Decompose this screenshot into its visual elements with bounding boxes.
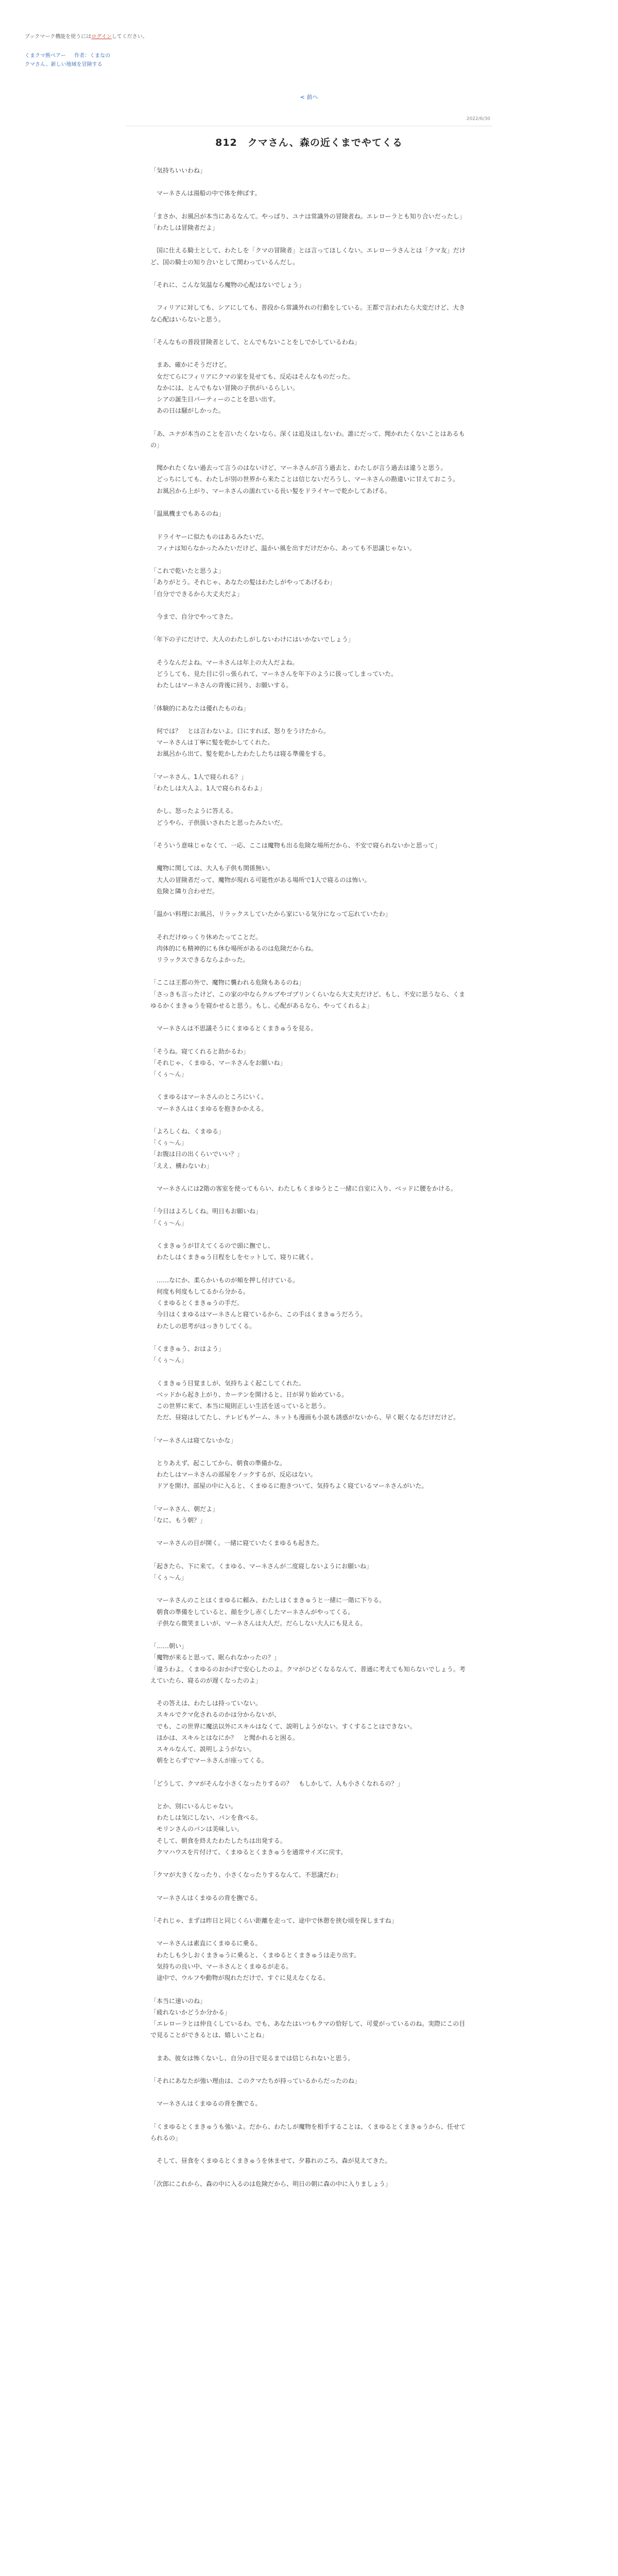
prev-episode-link[interactable]: < 前へ <box>300 94 318 100</box>
novel-paragraph <box>150 828 468 840</box>
novel-paragraph <box>150 233 468 245</box>
novel-paragraph: ドライヤーに似たものはあるみたいだ。 <box>150 533 268 540</box>
novel-paragraph <box>150 416 468 428</box>
novel-paragraph: クマハウスを片付けて、くまゆるとくまきゅうを通常サイズに戻す。 <box>150 1848 347 1856</box>
series-title-link[interactable]: くまクマ熊ベアー <box>25 53 66 59</box>
novel-paragraph: 聞かれたくない過去って言うのはないけど、マーネさんが言う過去と、わたしが言う過去は違うと思う。 <box>150 464 447 472</box>
novel-paragraph <box>150 1366 468 1377</box>
novel-paragraph: 今まで、自分でやってきた。 <box>150 613 237 620</box>
novel-paragraph <box>150 1080 468 1091</box>
novel-paragraph: まあ、彼女は怖くないし、自分の目で見るまでは信じられないと思う。 <box>150 2054 354 2062</box>
novel-paragraph: 「どうして、クマがそんな小さくなったりするの？ もしかして、人も小さくなれるの？」 <box>150 1780 404 1787</box>
novel-paragraph: マーネさんはくまゆるの背を撫でる。 <box>150 1894 262 1902</box>
novel-paragraph: 「本当に速いのね」 <box>150 1997 207 2005</box>
novel-paragraph <box>150 760 468 771</box>
novel-paragraph <box>150 1583 468 1595</box>
novel-paragraph <box>150 1880 468 1892</box>
novel-paragraph: お風呂から出て、髪を乾かしたわたしたちは寝る準備をする。 <box>150 750 330 758</box>
novel-paragraph: 「わたしは大人よ。1人で寝られるわよ」 <box>150 784 266 792</box>
novel-paragraph: 女だてらにフィリアにクマの家を見せても、反応はそんなものだった。 <box>150 372 354 380</box>
novel-paragraph <box>150 1332 468 1343</box>
novel-paragraph: 「くまきゅう、おはよう」 <box>150 1345 225 1352</box>
novel-paragraph: くまきゅう目覚ましが、気持ちよく起こしてくれた。 <box>150 1379 305 1387</box>
novel-paragraph <box>150 2144 468 2155</box>
novel-paragraph: どっちにしても、わたしが別の世界から来たことは信じないだろうし、マーネさんの勘違いに甘えておこう。 <box>150 476 459 483</box>
novel-paragraph: 「なに、もう朝？」 <box>150 1516 207 1524</box>
novel-paragraph: 「違うわよ。くまゆるのおかげで安心したのよ。クマがひどくなるなんて、普通に考えても知らないでしょう。考えていたら、寝るのが遅くなったのよ」 <box>150 1665 466 1684</box>
novel-paragraph: その答えは、わたしは持っていない。 <box>150 1700 262 1707</box>
novel-paragraph: この世界に来て、本当に規則正しい生活を送っていると思う。 <box>150 1402 330 1410</box>
novel-paragraph: くまゆるとくまきゅうの手だ。 <box>150 1299 244 1307</box>
novel-paragraph: 「くぅ～ん」 <box>150 1071 187 1078</box>
novel-paragraph: 「起きたら、下に来て。くまゆる、マーネさんが二度寝しないようにお願いね」 <box>150 1562 373 1570</box>
author-link[interactable]: くまなの <box>90 53 111 59</box>
novel-paragraph: マーネさんはくまゆるを抱きかかえる。 <box>150 1105 268 1112</box>
login-notice-suffix: してください。 <box>111 34 148 40</box>
novel-paragraph: マーネさんはくまゆるの背を撫でる。 <box>150 2100 262 2108</box>
novel-paragraph: 「くまゆるとくまきゅうも強いよ。だから、わたしが魔物を相手することは、くまゆるとくまきゅうから、任せてられるの」 <box>150 2123 466 2142</box>
novel-paragraph: フィリアに対しても、シアにしても、普段から常識外れの行動をしている。王都で言われたら大変だけど、大きな心配はいらないと思う。 <box>150 304 466 323</box>
novel-paragraph: スキルでクマ化されるのかは分からないが、 <box>150 1711 280 1719</box>
novel-paragraph: 魔物に関しては、大人も子供も関係無い。 <box>150 865 274 872</box>
novel-paragraph: シアの誕生日パーティーのことを思い出す。 <box>150 396 280 403</box>
breadcrumb-separator <box>67 53 73 59</box>
novel-paragraph <box>150 1229 468 1240</box>
novel-paragraph: 朝をとらずでマーネさんが座ってくる。 <box>150 1757 268 1765</box>
novel-paragraph: 大人の冒険者だって、魔物が現れる可能性がある場所で1人で寝るのは怖い。 <box>150 876 371 884</box>
novel-paragraph <box>150 1034 468 1045</box>
episode-title: 812 クマさん、森の近くまでやてくる <box>215 137 403 148</box>
novel-paragraph: 「あ、ユナが本当のことを言いたくないなら、深くは追及はしないわ。誰にだって、聞かれたくないことはあるもの」 <box>150 430 465 449</box>
novel-paragraph: わたしはくまきゅう日程をしをセットして、寝りに就く。 <box>150 1253 317 1261</box>
novel-paragraph: 「疲れないかどうか分かる」 <box>150 2008 231 2016</box>
novel-paragraph: 「わたしは冒険者だよ」 <box>150 224 219 232</box>
novel-paragraph: そうなんだよね。マーネさんは年上の大人だよね。 <box>150 658 299 666</box>
novel-paragraph: かし、怒ったように答える。 <box>150 807 237 815</box>
novel-paragraph: そして、昼食をくまゆるとくまきゅうを休ませて、夕暮れのころ、森が見えてきた。 <box>150 2157 391 2165</box>
novel-paragraph: 「ありがとう。それじゃ、あなたの髪はわたしがやってあげるわ」 <box>150 579 336 586</box>
novel-paragraph: マーネさんの目が開く。一緒に寝ていたくまゆるも起きた。 <box>150 1539 323 1547</box>
novel-paragraph <box>150 897 468 908</box>
novel-paragraph: わたしの思考がはっきりしてくる。 <box>150 1322 256 1330</box>
novel-paragraph: 「そういう意味じゃなくて、一応、ここは魔物も出る危険な場所だから、不安で寝られないかと思って」 <box>150 841 441 849</box>
novel-paragraph <box>150 497 468 508</box>
novel-paragraph <box>150 1011 468 1023</box>
novel-paragraph <box>150 1629 468 1640</box>
novel-paragraph: 「くぅ～ん」 <box>150 1357 187 1364</box>
novel-paragraph: 「気持ちいいわね」 <box>150 167 207 174</box>
novel-paragraph <box>150 1549 468 1561</box>
novel-paragraph: 子供なら微笑ましいが、マーネさんは大人だ。だらしない大人にも見える。 <box>150 1619 367 1627</box>
novel-paragraph <box>150 2041 468 2052</box>
novel-paragraph: ほかは、スキルとはなにか？ と聞かれると困る。 <box>150 1734 299 1741</box>
novel-paragraph: 「次郎にこれから、森の中に入るのは危険だから、明日の朝に森の中に入りましょう」 <box>150 2180 392 2188</box>
novel-paragraph: マーネさんには2階の客室を使ってもらい、わたしもくまゆうとこ一緒に自室に入り、ベッドに腰をかける。 <box>150 1185 457 1193</box>
novel-paragraph <box>150 268 468 279</box>
novel-paragraph: リラックスできるならよかった。 <box>150 956 249 964</box>
novel-paragraph: あの日は騒がしかった。 <box>150 407 225 415</box>
novel-paragraph: 「魔物が来ると思って、眠られなかったの？」 <box>150 1654 280 1662</box>
breadcrumb <box>25 52 110 69</box>
novel-paragraph <box>150 920 468 931</box>
novel-paragraph <box>150 176 468 188</box>
novel-paragraph: 危険と隣り合わせだ。 <box>150 887 219 895</box>
novel-paragraph: わたしは気にしない、パンを食べる。 <box>150 1814 262 1822</box>
novel-paragraph: そして、朝食を終えたわたしたちは出発する。 <box>150 1837 286 1844</box>
novel-paragraph <box>150 1492 468 1503</box>
novel-paragraph: マーネさんは湯船の中で体を伸ばす。 <box>150 190 261 197</box>
novel-paragraph: まあ、確かにそうだけど。 <box>150 361 231 369</box>
novel-paragraph <box>150 554 468 565</box>
novel-paragraph <box>150 1858 468 1869</box>
novel-paragraph <box>150 1194 468 1206</box>
novel-paragraph: とりあえず、起こしてから、朝食の準備かな。 <box>150 1459 286 1467</box>
novel-paragraph: 「くぅ～ん」 <box>150 1573 187 1581</box>
novel-paragraph <box>150 1446 468 1458</box>
novel-paragraph: 「自分でできるから大丈夫だよ」 <box>150 590 244 598</box>
novel-paragraph <box>150 714 468 725</box>
novel-paragraph: 朝食の準備をしていると、顔を少し赤くしたマーネさんがやってくる。 <box>150 1608 354 1616</box>
novel-paragraph: 「マーネさんは寝てないかな」 <box>150 1436 237 1444</box>
novel-paragraph: 「くぅ～ん」 <box>150 1139 187 1147</box>
novel-paragraph <box>150 2167 468 2178</box>
novel-paragraph: スキルなんて、説明しようがない。 <box>150 1745 255 1753</box>
novel-paragraph <box>150 851 468 862</box>
novel-paragraph <box>150 1172 468 1183</box>
novel-paragraph: くまゆるはマーネさんのところにいく。 <box>150 1093 268 1101</box>
novel-paragraph <box>150 519 468 531</box>
novel-paragraph <box>150 1766 468 1777</box>
novel-paragraph <box>150 451 468 462</box>
novel-paragraph: わたしも少しおくまきゅうに乗ると、くまゆるとくまきゅうは走り出す。 <box>150 1951 360 1959</box>
novel-paragraph <box>150 348 468 359</box>
login-notice <box>25 33 148 41</box>
novel-paragraph <box>150 646 468 657</box>
novel-paragraph <box>150 622 468 634</box>
novel-paragraph: お風呂から上がり、マーネさんの濡れている長い髪をドライヤーで乾かしてあげる。 <box>150 487 391 495</box>
novel-paragraph: マーネさんは不思議そうにくまゆるとくまきゅうを見る。 <box>150 1025 317 1032</box>
novel-paragraph: 「さっきも言ったけど、この家の中ならクルブやゴブリンくらいなら大丈夫だけど、もし、不安に思うなら、くまゆるかくまきゅうを寝かせると思う。もし、心配があるなら、やってくれるよ」 <box>150 990 466 1009</box>
novel-paragraph <box>150 2110 468 2121</box>
novel-paragraph: ただ、昼寝はしてたし、テレビもゲーム、ネットも漫画も小説も誘惑がないから、早く眠くなるだけだけど。 <box>150 1414 460 1421</box>
novel-paragraph <box>150 1789 468 1801</box>
novel-paragraph: 「年下の子にだけで、大人のわたしがしないわけにはいかないでしょう」 <box>150 636 354 643</box>
novel-paragraph <box>150 1263 468 1275</box>
novel-paragraph: フィナは知らなかったみたいだけど、温かい風を出すだけだから、あっても不思議じゃない。 <box>150 544 416 552</box>
novel-paragraph: なかには、とんでもない冒険の子供がいるらしい。 <box>150 384 299 392</box>
novel-paragraph: 国に仕える騎士として、わたしを「クマの冒険者」とは言ってほしくない。エレローラさんとは「クマ友」だけど、国の騎士の知り合いとして関わっているんだし。 <box>150 247 466 266</box>
novel-paragraph <box>150 1686 468 1698</box>
novel-paragraph: 「それじゃ、まずは昨日と同じくらい距離を走って、途中で休憩を挟む頃を探しますね」 <box>150 1917 398 1925</box>
login-notice-text: ブックマーク機能を使うには <box>25 34 92 40</box>
chapter-title[interactable]: クマさん、新しい地域を冒険する <box>25 62 102 67</box>
novel-paragraph <box>150 199 468 211</box>
novel-paragraph <box>150 1926 468 1938</box>
novel-paragraph <box>150 325 468 336</box>
novel-paragraph: わたしはマーネさんの背後に回り、お願いする。 <box>150 682 293 689</box>
novel-paragraph: 「マーネさん、1人で寝られる？」 <box>150 773 247 781</box>
novel-paragraph: どうしても、見た目に引っ張られて、マーネさんを年下のように扱ってしまっていた。 <box>150 670 398 677</box>
novel-paragraph: 何では？ とは言わないよ。口にすれば、怒りをうけたから。 <box>150 727 330 735</box>
novel-paragraph <box>150 2064 468 2075</box>
novel-paragraph: 肉体的にも精神的にも休む場所があるのは危険だからね。 <box>150 944 318 952</box>
novel-paragraph: 「よろしくね、くまゆる」 <box>150 1128 225 1136</box>
novel-paragraph: 「そうね。寝てくれると助かるわ」 <box>150 1047 250 1055</box>
novel-paragraph <box>150 600 468 611</box>
novel-paragraph <box>150 291 468 302</box>
novel-paragraph: 「……朝い」 <box>150 1642 188 1650</box>
novel-paragraph: 「マーネさん、朝だよ」 <box>150 1505 219 1513</box>
novel-paragraph <box>150 1114 468 1126</box>
novel-paragraph: 「それに、こんな気温なら魔物の心配はないでしょう」 <box>150 281 305 289</box>
novel-paragraph <box>150 691 468 702</box>
episode-date: 2022/6/30 <box>466 116 490 122</box>
novel-paragraph: 「これで乾いたと思うよ」 <box>150 567 225 575</box>
login-link[interactable]: ログイン <box>91 34 112 40</box>
novel-paragraph: マーネさんは丁寧に髪を乾かしてくれた。 <box>150 739 274 747</box>
novel-paragraph <box>150 2087 468 2098</box>
novel-paragraph: 「それにあなたが強い理由は、このクマたちが持っているからだったのね」 <box>150 2077 361 2084</box>
novel-paragraph: 今日はくまゆるはマーネさんと寝ているから、この手はくまきゅうだろう。 <box>150 1311 367 1318</box>
novel-paragraph: マーネさんは素直にくまゆるに乗る。 <box>150 1940 262 1947</box>
novel-paragraph <box>150 794 468 805</box>
novel-paragraph: わたしはマーネさんの部屋をノックするが、反応はない。 <box>150 1471 317 1479</box>
novel-paragraph: 「そんなもの普段冒険者として、とんでもないことをしでかしているわね」 <box>150 338 360 346</box>
novel-paragraph: 「まさか、お風呂が本当にあるなんて。やっぱり、ユナは常識外の冒険者ね。エレローラとも知り合いだったし」 <box>150 212 466 220</box>
novel-paragraph: 「お腹は日の出くらいでいい？」 <box>150 1150 244 1158</box>
novel-paragraph: とか、別にいるんじゃない。 <box>150 1803 237 1810</box>
novel-paragraph: でも、この世界に魔法以外にスキルはなくて、説明しようがない。すくすることはできない。 <box>150 1722 416 1730</box>
novel-paragraph: 「体験的にあなたは優れたものね」 <box>150 704 250 712</box>
novel-paragraph <box>150 1423 468 1434</box>
novel-paragraph: どうやら、子供扱いされたと思ったみたいだ。 <box>150 819 287 826</box>
novel-paragraph: モリンさんのパンは美味しい。 <box>150 1825 244 1833</box>
novel-paragraph: 「温風機までもあるのね」 <box>150 510 225 518</box>
novel-paragraph: マーネさんのことはくまゆるに頼み、わたしはくまきゅうと一緒に一階に下りる。 <box>150 1597 386 1604</box>
novel-paragraph: ドアを開け、部屋の中に入ると、くまゆるに抱きついて、気持ちよく寝ているマーネさんがいた。 <box>150 1482 428 1490</box>
novel-paragraph: 気持ちの良い中、マーネさんとくまゆるが走る。 <box>150 1962 293 1970</box>
novel-paragraph: 「温かい料理にお風呂、リラックスしていたから家にいる気分になって忘れていたわ」 <box>150 910 391 918</box>
novel-paragraph: 「くぅ～ん」 <box>150 1219 187 1227</box>
novel-paragraph <box>150 965 468 977</box>
novel-paragraph: くまきゅうが甘えてくるので頭に撫でし、 <box>150 1242 274 1250</box>
novel-paragraph: 「クマが大きくなったり、小さくなったりするなんて、不思議だわ」 <box>150 1871 342 1879</box>
novel-paragraph: それだけゆっくり休めたってことだ。 <box>150 933 262 941</box>
novel-paragraph <box>150 1904 468 1915</box>
novel-body <box>150 165 468 2190</box>
novel-paragraph: ベッドから起き上がり、カーテンを開けると、日が昇り始めている。 <box>150 1391 348 1398</box>
novel-paragraph: ……なにか、柔らかいものが頬を押し付けている。 <box>150 1276 299 1284</box>
novel-paragraph: 途中で、ウルフや動物が現れただけで、すぐに見えなくなる。 <box>150 1974 330 1982</box>
novel-paragraph: 「エレローラとは仲良くしているわ。でも、あなたはいつもクマの恰好して、可愛がっているのね。実際にこの目で見ることができるとは、嬉しいことね」 <box>150 2020 466 2039</box>
novel-paragraph: 「今日はよろしくね。明日もお願いね」 <box>150 1208 262 1215</box>
novel-paragraph <box>150 1984 468 1995</box>
novel-paragraph: 「それじゃ、くまゆる、マーネさんをお願いね」 <box>150 1059 286 1066</box>
novel-paragraph: 「ここは王都の外で、魔物に襲われる危険もあるのね」 <box>150 979 305 987</box>
novel-paragraph: 「ええ、構わないわ」 <box>150 1162 213 1170</box>
author-label: 作者： <box>74 53 90 59</box>
novel-paragraph <box>150 1526 468 1537</box>
novel-paragraph: 何度も何度もしてるから分かる。 <box>150 1287 250 1295</box>
